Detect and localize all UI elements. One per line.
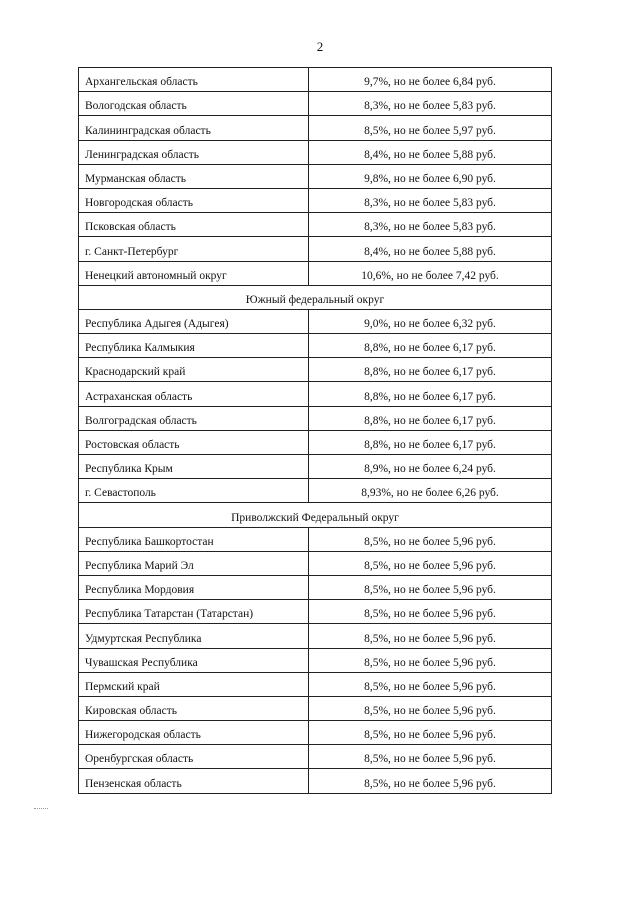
table-row bbox=[79, 261, 552, 285]
rate-cell: 8,5%, но не более 5,96 руб. bbox=[309, 575, 552, 599]
region-cell: Ленинградская область bbox=[79, 140, 309, 164]
table-row bbox=[79, 455, 552, 479]
region-cell: Волгоградская область bbox=[79, 406, 309, 430]
table-row bbox=[79, 358, 552, 382]
table-row bbox=[79, 721, 552, 745]
table-row bbox=[79, 188, 552, 212]
table-row bbox=[79, 140, 552, 164]
region-cell: Удмуртская Республика bbox=[79, 624, 309, 648]
rate-cell: 8,5%, но не более 5,96 руб. bbox=[309, 527, 552, 551]
table-row bbox=[79, 237, 552, 261]
region-cell: Республика Татарстан (Татарстан) bbox=[79, 600, 309, 624]
table-row bbox=[79, 213, 552, 237]
rate-cell: 8,5%, но не более 5,96 руб. bbox=[309, 624, 552, 648]
table-row bbox=[79, 527, 552, 551]
table-row bbox=[79, 92, 552, 116]
table-row bbox=[79, 672, 552, 696]
rate-cell: 9,8%, но не более 6,90 руб. bbox=[309, 164, 552, 188]
table-row bbox=[79, 309, 552, 333]
rate-cell: 8,5%, но не более 5,96 руб. bbox=[309, 551, 552, 575]
district-header: Приволжский Федеральный округ bbox=[79, 503, 552, 527]
rate-cell: 8,8%, но не более 6,17 руб. bbox=[309, 406, 552, 430]
table-row bbox=[79, 769, 552, 793]
rate-cell: 8,8%, но не более 6,17 руб. bbox=[309, 382, 552, 406]
district-header: Южный федеральный округ bbox=[79, 285, 552, 309]
table-row bbox=[79, 600, 552, 624]
region-cell: Калининградская область bbox=[79, 116, 309, 140]
region-cell: Астраханская область bbox=[79, 382, 309, 406]
region-cell: Республика Адыгея (Адыгея) bbox=[79, 309, 309, 333]
rate-cell: 8,5%, но не более 5,96 руб. bbox=[309, 696, 552, 720]
region-cell: Республика Крым bbox=[79, 455, 309, 479]
region-cell: г. Севастополь bbox=[79, 479, 309, 503]
rate-cell: 8,9%, но не более 6,24 руб. bbox=[309, 455, 552, 479]
rate-cell: 8,4%, но не более 5,88 руб. bbox=[309, 140, 552, 164]
table-row bbox=[79, 624, 552, 648]
rate-cell: 8,3%, но не более 5,83 руб. bbox=[309, 213, 552, 237]
region-cell: г. Санкт-Петербург bbox=[79, 237, 309, 261]
rates-table-body bbox=[79, 68, 552, 794]
region-cell: Псковская область bbox=[79, 213, 309, 237]
region-cell: Новгородская область bbox=[79, 188, 309, 212]
rate-cell: 8,5%, но не более 5,97 руб. bbox=[309, 116, 552, 140]
region-cell: Архангельская область bbox=[79, 68, 309, 92]
region-cell: Пермский край bbox=[79, 672, 309, 696]
rate-cell: 8,8%, но не более 6,17 руб. bbox=[309, 334, 552, 358]
rate-cell: 8,8%, но не более 6,17 руб. bbox=[309, 358, 552, 382]
table-row bbox=[79, 696, 552, 720]
table-row bbox=[79, 406, 552, 430]
rate-cell: 8,5%, но не более 5,96 руб. bbox=[309, 721, 552, 745]
region-cell: Республика Марий Эл bbox=[79, 551, 309, 575]
region-cell: Республика Калмыкия bbox=[79, 334, 309, 358]
scan-artifact bbox=[34, 808, 48, 810]
district-header-row bbox=[79, 503, 552, 527]
table-row bbox=[79, 116, 552, 140]
table-row bbox=[79, 575, 552, 599]
region-cell: Вологодская область bbox=[79, 92, 309, 116]
region-cell: Чувашская Республика bbox=[79, 648, 309, 672]
region-cell: Нижегородская область bbox=[79, 721, 309, 745]
page-number: 2 bbox=[316, 39, 324, 54]
rate-cell: 8,5%, но не более 5,96 руб. bbox=[309, 600, 552, 624]
table-row bbox=[79, 382, 552, 406]
region-cell: Ненецкий автономный округ bbox=[79, 261, 309, 285]
rate-cell: 8,5%, но не более 5,96 руб. bbox=[309, 769, 552, 793]
table-row bbox=[79, 745, 552, 769]
rates-table bbox=[78, 67, 552, 794]
district-header-row bbox=[79, 285, 552, 309]
rate-cell: 8,5%, но не более 5,96 руб. bbox=[309, 648, 552, 672]
rate-cell: 8,3%, но не более 5,83 руб. bbox=[309, 92, 552, 116]
rate-cell: 8,5%, но не более 5,96 руб. bbox=[309, 672, 552, 696]
table-row bbox=[79, 68, 552, 92]
rate-cell: 8,3%, но не более 5,83 руб. bbox=[309, 188, 552, 212]
region-cell: Краснодарский край bbox=[79, 358, 309, 382]
rate-cell: 8,8%, но не более 6,17 руб. bbox=[309, 430, 552, 454]
region-cell: Ростовская область bbox=[79, 430, 309, 454]
rate-cell: 8,4%, но не более 5,88 руб. bbox=[309, 237, 552, 261]
table-row bbox=[79, 648, 552, 672]
region-cell: Пензенская область bbox=[79, 769, 309, 793]
table-row bbox=[79, 551, 552, 575]
region-cell: Кировская область bbox=[79, 696, 309, 720]
rate-cell: 10,6%, но не более 7,42 руб. bbox=[309, 261, 552, 285]
rate-cell: 8,5%, но не более 5,96 руб. bbox=[309, 745, 552, 769]
table-row bbox=[79, 430, 552, 454]
rate-cell: 8,93%, но не более 6,26 руб. bbox=[309, 479, 552, 503]
table-row bbox=[79, 164, 552, 188]
region-cell: Республика Мордовия bbox=[79, 575, 309, 599]
rate-cell: 9,0%, но не более 6,32 руб. bbox=[309, 309, 552, 333]
rate-cell: 9,7%, но не более 6,84 руб. bbox=[309, 68, 552, 92]
region-cell: Оренбургская область bbox=[79, 745, 309, 769]
region-cell: Мурманская область bbox=[79, 164, 309, 188]
table-row bbox=[79, 479, 552, 503]
region-cell: Республика Башкортостан bbox=[79, 527, 309, 551]
table-row bbox=[79, 334, 552, 358]
